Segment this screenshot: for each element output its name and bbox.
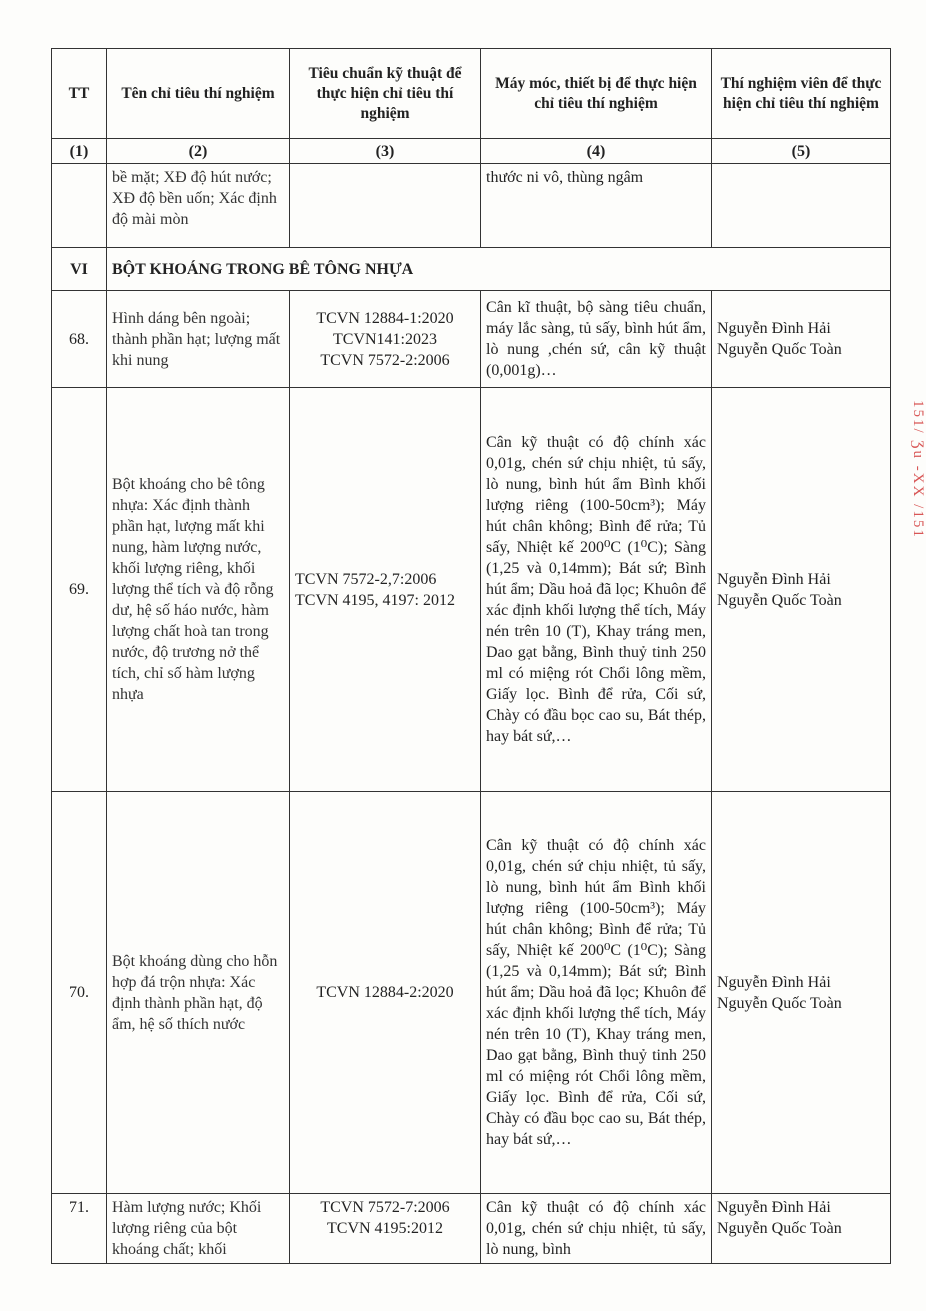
row-standard-text: TCVN 7572-2,7:2006 TCVN 4195, 4197: 2012 <box>295 570 455 609</box>
row-standard <box>290 291 481 388</box>
row-tt: 69. <box>52 388 107 792</box>
continuation-standard <box>290 164 481 248</box>
row-personnel-text: Nguyễn Đình Hải Nguyễn Quốc Toàn <box>717 973 842 1012</box>
col-num-3: (3) <box>290 139 481 164</box>
continuation-row <box>52 164 891 248</box>
header-tt: TT <box>52 49 107 139</box>
header-test-name: Tên chỉ tiêu thí nghiệm <box>107 49 290 139</box>
section-row <box>52 248 891 291</box>
row-equipment: Cân kĩ thuật, bộ sàng tiêu chuẩn, máy lắc sàng, tủ sấy, bình hút ẩm, lò nung ,chén sứ, cân kỹ thuật (0,001g)… <box>481 291 712 388</box>
row-tt: 70. <box>52 792 107 1194</box>
row-test-name: Hình dáng bên ngoài; thành phần hạt; lượng mất khi nung <box>107 291 290 388</box>
row-personnel-text: Nguyễn Đình Hải Nguyễn Quốc Toàn <box>717 570 842 609</box>
continuation-name: bề mặt; XĐ độ hút nước; XĐ độ bền uốn; Xác định độ mài mòn <box>107 164 290 248</box>
col-num-1: (1) <box>52 139 107 164</box>
row-standard-text: TCVN 7572-7:2006 TCVN 4195:2012 <box>320 1199 450 1237</box>
faint-top-mark <box>396 4 516 14</box>
header-standard: Tiêu chuẩn kỹ thuật để thực hiện chỉ tiêu thí nghiệm <box>290 49 481 139</box>
col-num-4: (4) <box>481 139 712 164</box>
table-row <box>52 792 891 1194</box>
row-test-name: Bột khoáng dùng cho hỗn hợp đá trộn nhựa: Xác định thành phần hạt, độ ẩm, hệ số thích nước <box>107 792 290 1194</box>
row-equipment: Cân kỹ thuật có độ chính xác 0,01g, chén sứ chịu nhiệt, tủ sấy, lò nung, bình hút ẩm Bình khối lượng riêng (100-50cm³); Máy hút chân không; Bình để rửa; Tủ sấy, Nhiệt kế 200⁰C (1⁰C); Sàng (1,25 và 0,14mm); Bát sứ; Bình hút ẩm; Dầu hoả đã lọc; Khuôn để xác định khối lượng thể tích, Máy nén trên 10 (T), Khay tráng men, Dao gạt bằng, Bình thuỷ tinh 250 ml có miệng rót Chổi lông mềm, Giấy lọc. Bình để rửa, Cối sứ, Chày có đầu bọc cao su, Bát thép, hay bát sứ,… <box>481 792 712 1194</box>
col-num-5: (5) <box>712 139 891 164</box>
test-indicators-table <box>51 48 891 1264</box>
header-personnel: Thí nghiệm viên để thực hiện chỉ tiêu thí nghiệm <box>712 49 891 139</box>
red-margin-stamp: 151/ Ʒu -XX /151 <box>910 400 926 539</box>
table-row <box>52 291 891 388</box>
row-standard <box>290 388 481 792</box>
row-standard <box>290 792 481 1194</box>
continuation-equipment: thước ni vô, thùng ngâm <box>481 164 712 248</box>
continuation-tt <box>52 164 107 248</box>
row-personnel-text: Nguyễn Đình Hải Nguyễn Quốc Toàn <box>717 1199 842 1237</box>
table-row <box>52 388 891 792</box>
row-tt: 71. <box>52 1194 107 1264</box>
row-equipment: Cân kỹ thuật có độ chính xác 0,01g, chén sứ chịu nhiệt, tủ sấy, lò nung, bình <box>481 1194 712 1264</box>
row-equipment: Cân kỹ thuật có độ chính xác 0,01g, chén sứ chịu nhiệt, tủ sấy, lò nung, bình hút ẩm Bình khối lượng riêng (100-50cm³); Máy hút chân không; Bình để rửa; Tủ sấy, Nhiệt kế 200⁰C (1⁰C); Sàng (1,25 và 0,14mm); Bát sứ; Bình hút ẩm; Dầu hoả đã lọc; Khuôn để xác định khối lượng thể tích, Máy nén trên 10 (T), Khay tráng men, Dao gạt bằng, Bình thuỷ tinh 250 ml có miệng rót Chổi lông mềm, Giấy lọc. Bình để rửa, Cối sứ, Chày có đầu bọc cao su, Bát thép, hay bát sứ,… <box>481 388 712 792</box>
section-title: BỘT KHOÁNG TRONG BÊ TÔNG NHỰA <box>107 248 891 291</box>
table-row <box>52 1194 891 1264</box>
continuation-personnel <box>712 164 891 248</box>
row-standard <box>290 1194 481 1264</box>
column-number-row <box>52 139 891 164</box>
row-standard-text: TCVN 12884-2:2020 <box>316 984 454 1001</box>
row-personnel-text: Nguyễn Đình Hải Nguyễn Quốc Toàn <box>717 320 842 358</box>
header-equipment: Máy móc, thiết bị để thực hiện chỉ tiêu thí nghiệm <box>481 49 712 139</box>
header-row <box>52 49 891 139</box>
row-test-name: Hàm lượng nước; Khối lượng riêng của bột khoáng chất; khối <box>107 1194 290 1264</box>
row-personnel <box>712 291 891 388</box>
document-sheet <box>51 48 891 1264</box>
section-numeral: VI <box>52 248 107 291</box>
row-personnel <box>712 1194 891 1264</box>
col-num-2: (2) <box>107 139 290 164</box>
row-test-name: Bột khoáng cho bê tông nhựa: Xác định thành phần hạt, lượng mất khi nung, hàm lượng nước, khối lượng riêng, khối lượng thể tích và độ rỗng dư, hệ số háo nước, hàm lượng chất hoà tan trong nước, độ trương nở thể tích, chỉ số hàm lượng nhựa <box>107 388 290 792</box>
row-personnel <box>712 388 891 792</box>
row-personnel <box>712 792 891 1194</box>
row-tt: 68. <box>52 291 107 388</box>
row-standard-text: TCVN 12884-1:2020 TCVN141:2023 TCVN 7572-2:2006 <box>316 309 454 369</box>
